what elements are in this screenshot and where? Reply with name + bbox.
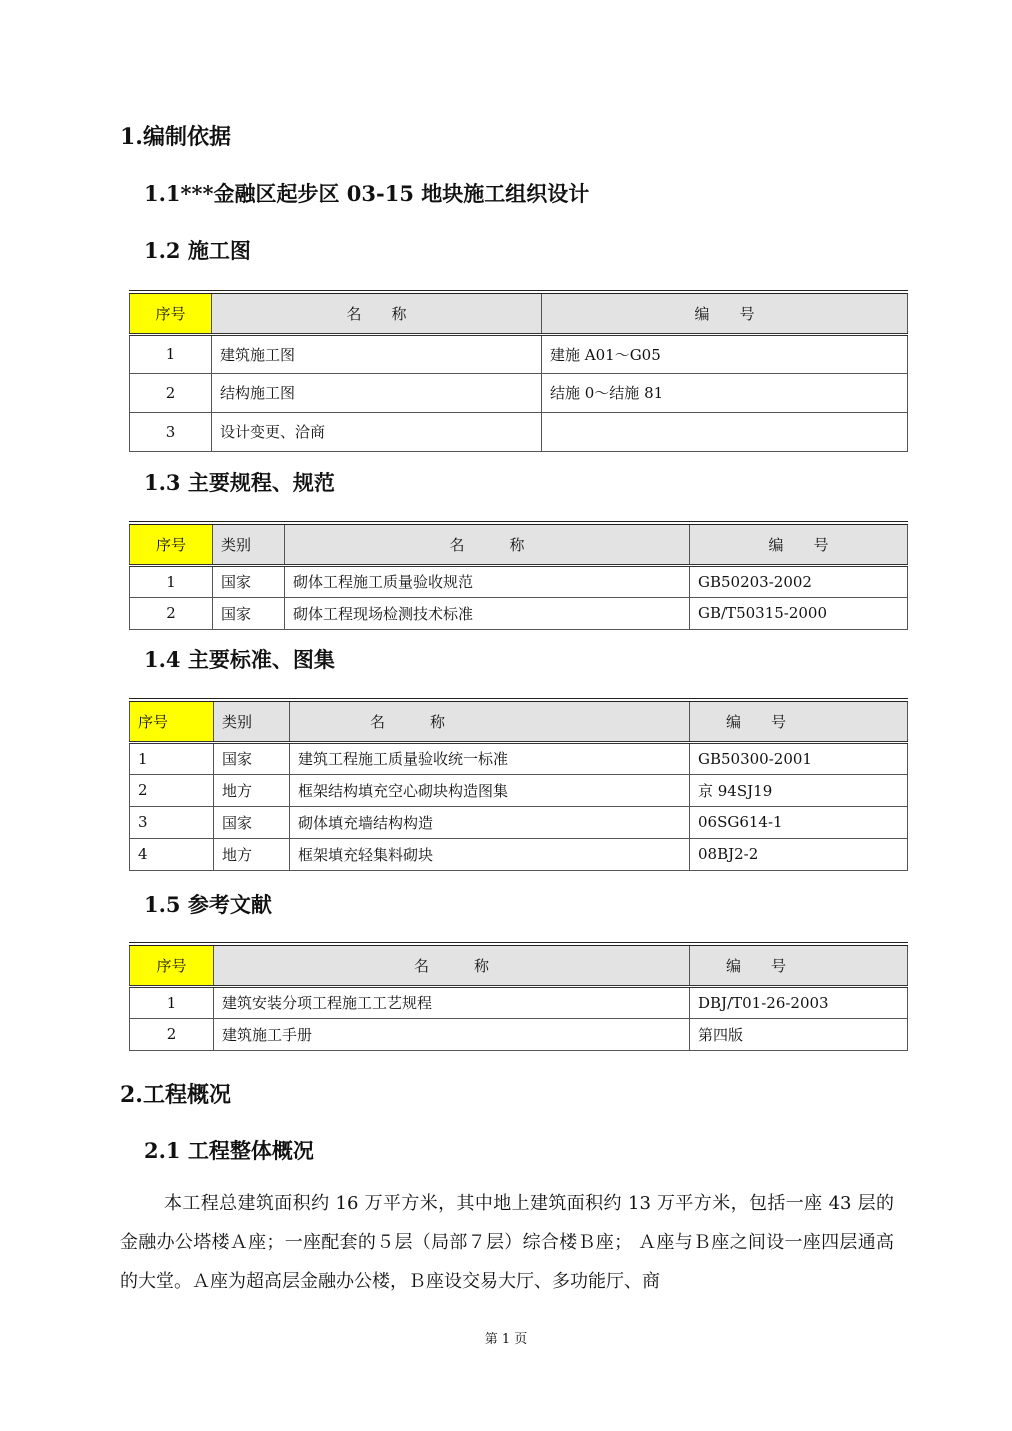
- table-row: [130, 774, 908, 806]
- cell-code: 08BJ2-2: [690, 838, 908, 870]
- section-heading-1-4: 1.4 主要标准、图集: [144, 647, 335, 672]
- cell-index: 1: [130, 742, 214, 774]
- cell-name: 框架结构填充空心砌块构造图集: [290, 774, 690, 806]
- col-header-code: 编 号: [542, 292, 908, 334]
- cell-name: 砌体工程现场检测技术标准: [285, 597, 690, 629]
- section-heading-1-5: 1.5 参考文献: [144, 892, 272, 917]
- cell-index: 2: [130, 373, 212, 412]
- table-row: [130, 412, 908, 451]
- col-header-category: 类别: [213, 523, 285, 565]
- col-header-name: 名 称: [285, 523, 690, 565]
- cell-category: 地方: [214, 774, 290, 806]
- page-number: 第 1 页: [484, 1332, 528, 1347]
- cell-index: 3: [130, 412, 212, 451]
- cell-code: GB50300-2001: [690, 742, 908, 774]
- cell-index: 2: [130, 1018, 214, 1050]
- col-header-index: 序号: [130, 292, 212, 334]
- col-header-code: 编 号: [690, 944, 908, 986]
- cell-name: 设计变更、洽商: [212, 412, 542, 451]
- col-header-index: 序号: [130, 700, 214, 742]
- cell-category: 国家: [213, 565, 285, 597]
- cell-category: 国家: [214, 806, 290, 838]
- col-header-name: 名 称: [290, 700, 690, 742]
- table-row: [130, 373, 908, 412]
- cell-name: 结构施工图: [212, 373, 542, 412]
- cell-code: GB/T50315-2000: [690, 597, 908, 629]
- cell-name: 建筑施工图: [212, 334, 542, 373]
- section-heading-1-2: 1.2 施工图: [144, 238, 251, 263]
- cell-category: 国家: [214, 742, 290, 774]
- table-row: [130, 986, 908, 1018]
- section-heading-1-1: 1.1***金融区起步区 03-15 地块施工组织设计: [144, 181, 590, 206]
- table-row: [130, 1018, 908, 1050]
- table-row: [130, 565, 908, 597]
- cell-index: 1: [130, 334, 212, 373]
- cell-index: 1: [130, 565, 213, 597]
- cell-code: 06SG614-1: [690, 806, 908, 838]
- table-row: [130, 334, 908, 373]
- cell-code: DBJ/T01-26-2003: [690, 986, 908, 1018]
- cell-category: 地方: [214, 838, 290, 870]
- col-header-code: 编 号: [690, 700, 908, 742]
- cell-index: 3: [130, 806, 214, 838]
- cell-name: 建筑工程施工质量验收统一标准: [290, 742, 690, 774]
- drawings-table: [129, 290, 908, 452]
- cell-code: 结施 0～结施 81: [542, 373, 908, 412]
- regulations-table: [129, 521, 908, 630]
- cell-name: 建筑安装分项工程施工工艺规程: [214, 986, 690, 1018]
- col-header-index: 序号: [130, 944, 214, 986]
- cell-code: 京 94SJ19: [690, 774, 908, 806]
- section-heading-1-3: 1.3 主要规程、规范: [144, 470, 335, 495]
- standards-table: [129, 698, 908, 871]
- cell-code: 第四版: [690, 1018, 908, 1050]
- col-header-name: 名 称: [214, 944, 690, 986]
- table-row: [130, 742, 908, 774]
- section-heading-2: 2.工程概况: [120, 1082, 231, 1108]
- col-header-index: 序号: [130, 523, 213, 565]
- table-header-row: [130, 523, 908, 565]
- table-row: [130, 838, 908, 870]
- cell-name: 砌体工程施工质量验收规范: [285, 565, 690, 597]
- cell-index: 2: [130, 774, 214, 806]
- cell-name: 框架填充轻集料砌块: [290, 838, 690, 870]
- cell-index: 1: [130, 986, 214, 1018]
- section-heading-1: 1.编制依据: [120, 124, 231, 150]
- table-header-row: [130, 700, 908, 742]
- table-row: [130, 597, 908, 629]
- cell-name: 砌体填充墙结构构造: [290, 806, 690, 838]
- cell-code: GB50203-2002: [690, 565, 908, 597]
- overview-paragraph: 本工程总建筑面积约 16 万平方米，其中地上建筑面积约 13 万平方米，包括一座 43 层的金融办公塔楼Ａ座；一座配套的５层（局部７层）综合楼Ｂ座； Ａ座与Ｂ座之间设一座四层通高的大堂。Ａ座为超高层金融办公楼，Ｂ座设交易大厅、多功能厅、商: [120, 1193, 894, 1292]
- references-table: [129, 942, 908, 1051]
- table-header-row: [130, 292, 908, 334]
- col-header-code: 编 号: [690, 523, 908, 565]
- table-header-row: [130, 944, 908, 986]
- cell-index: 4: [130, 838, 214, 870]
- cell-code: 建施 A01～G05: [542, 334, 908, 373]
- cell-name: 建筑施工手册: [214, 1018, 690, 1050]
- col-header-category: 类别: [214, 700, 290, 742]
- section-heading-2-1: 2.1 工程整体概况: [144, 1138, 314, 1163]
- cell-index: 2: [130, 597, 213, 629]
- table-row: [130, 806, 908, 838]
- cell-category: 国家: [213, 597, 285, 629]
- col-header-name: 名 称: [212, 292, 542, 334]
- cell-code: [542, 412, 908, 451]
